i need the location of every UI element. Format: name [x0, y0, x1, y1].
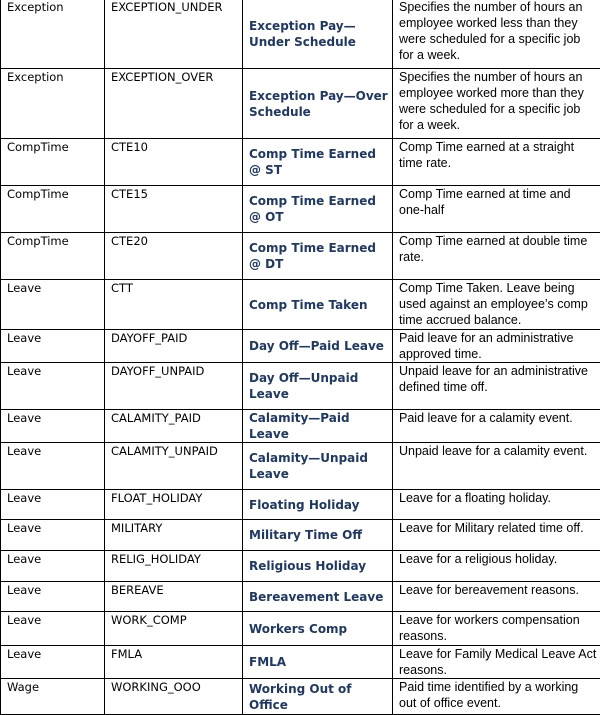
display-name-cell: FMLA — [243, 646, 393, 679]
table-row — [1, 646, 600, 679]
category-cell: Leave — [1, 520, 105, 551]
code-cell: MILITARY — [105, 520, 243, 551]
display-name-cell: Workers Comp — [243, 612, 393, 646]
description-cell: Comp Time earned at a straight time rate. — [393, 139, 600, 186]
table-row — [1, 551, 600, 582]
code-cell: CALAMITY_UNPAID — [105, 443, 243, 490]
description-cell: Comp Time Taken. Leave being used against an employee’s comp time accrued balance. — [393, 280, 600, 330]
table-row — [1, 69, 600, 139]
display-name-cell: Floating Holiday — [243, 490, 393, 520]
category-cell: Leave — [1, 280, 105, 330]
table-row — [1, 139, 600, 186]
description-cell: Specifies the number of hours an employee worked more than they were scheduled for a specific job for a week. — [393, 69, 600, 139]
category-cell: Leave — [1, 410, 105, 443]
table-row — [1, 363, 600, 410]
table-row — [1, 233, 600, 280]
display-name-cell: Working Out of Office — [243, 679, 393, 715]
table-row — [1, 582, 600, 612]
category-cell: Leave — [1, 363, 105, 410]
description-cell: Leave for Family Medical Leave Act reasons. — [393, 646, 600, 679]
description-cell: Leave for bereavement reasons. — [393, 582, 600, 612]
description-cell: Unpaid leave for a calamity event. — [393, 443, 600, 490]
display-name-cell: Day Off—Unpaid Leave — [243, 363, 393, 410]
display-name-cell: Religious Holiday — [243, 551, 393, 582]
display-name-cell: Comp Time Earned @ ST — [243, 139, 393, 186]
table-row — [1, 186, 600, 233]
code-cell: FLOAT_HOLIDAY — [105, 490, 243, 520]
category-cell: Leave — [1, 612, 105, 646]
table-row — [1, 612, 600, 646]
description-cell: Paid leave for a calamity event. — [393, 410, 600, 443]
category-cell: Leave — [1, 582, 105, 612]
display-name-cell: Day Off—Paid Leave — [243, 330, 393, 363]
table-row — [1, 520, 600, 551]
description-cell: Specifies the number of hours an employee worked less than they were scheduled for a specific job for a week. — [393, 0, 600, 69]
description-cell: Paid leave for an administrative approved time. — [393, 330, 600, 363]
table-row — [1, 280, 600, 330]
display-name-cell: Calamity—Unpaid Leave — [243, 443, 393, 490]
category-cell: Leave — [1, 330, 105, 363]
category-cell: CompTime — [1, 233, 105, 280]
display-name-cell: Exception Pay—Under Schedule — [243, 0, 393, 69]
code-cell: CTE15 — [105, 186, 243, 233]
table-row — [1, 410, 600, 443]
description-cell: Leave for a floating holiday. — [393, 490, 600, 520]
display-name-cell: Comp Time Earned @ OT — [243, 186, 393, 233]
description-cell: Comp Time earned at double time rate. — [393, 233, 600, 280]
description-cell: Comp Time earned at time and one-half — [393, 186, 600, 233]
code-cell: CTT — [105, 280, 243, 330]
table-row — [1, 490, 600, 520]
description-cell: Paid time identified by a working out of office event. — [393, 679, 600, 715]
code-cell: CALAMITY_PAID — [105, 410, 243, 443]
code-cell: WORK_COMP — [105, 612, 243, 646]
table-row — [1, 443, 600, 490]
category-cell: CompTime — [1, 186, 105, 233]
code-cell: DAYOFF_UNPAID — [105, 363, 243, 410]
category-cell: Leave — [1, 443, 105, 490]
table-row — [1, 0, 600, 69]
code-cell: DAYOFF_PAID — [105, 330, 243, 363]
description-cell: Unpaid leave for an administrative defined time off. — [393, 363, 600, 410]
table-row — [1, 679, 600, 715]
category-cell: Leave — [1, 551, 105, 582]
description-cell: Leave for workers compensation reasons. — [393, 612, 600, 646]
display-name-cell: Comp Time Taken — [243, 280, 393, 330]
category-cell: Leave — [1, 490, 105, 520]
category-cell: CompTime — [1, 139, 105, 186]
code-cell: EXCEPTION_OVER — [105, 69, 243, 139]
category-cell: Exception — [1, 69, 105, 139]
code-cell: CTE20 — [105, 233, 243, 280]
display-name-cell: Comp Time Earned @ DT — [243, 233, 393, 280]
code-cell: EXCEPTION_UNDER — [105, 0, 243, 69]
display-name-cell: Calamity—Paid Leave — [243, 410, 393, 443]
display-name-cell: Bereavement Leave — [243, 582, 393, 612]
description-cell: Leave for a religious holiday. — [393, 551, 600, 582]
table-row — [1, 330, 600, 363]
category-cell: Wage — [1, 679, 105, 715]
category-cell: Leave — [1, 646, 105, 679]
code-cell: RELIG_HOLIDAY — [105, 551, 243, 582]
code-cell: BEREAVE — [105, 582, 243, 612]
display-name-cell: Military Time Off — [243, 520, 393, 551]
code-cell: WORKING_OOO — [105, 679, 243, 715]
code-cell: CTE10 — [105, 139, 243, 186]
category-cell: Exception — [1, 0, 105, 69]
code-cell: FMLA — [105, 646, 243, 679]
display-name-cell: Exception Pay—Over Schedule — [243, 69, 393, 139]
description-cell: Leave for Military related time off. — [393, 520, 600, 551]
